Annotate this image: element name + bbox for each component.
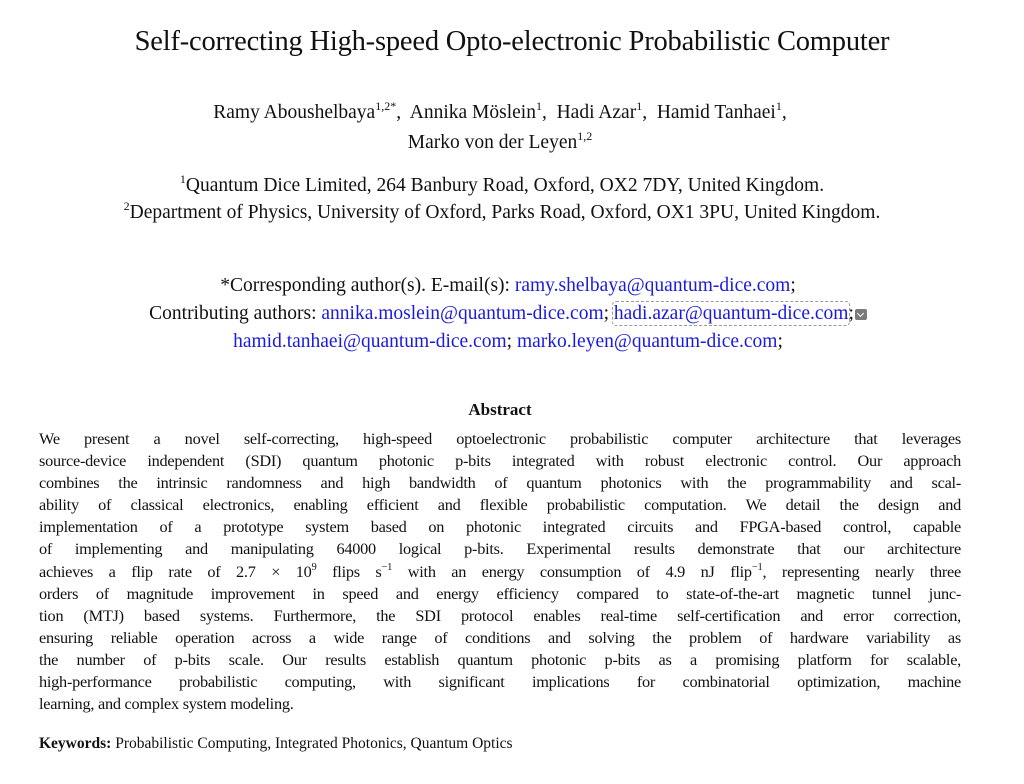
author-name: Annika Möslein	[409, 102, 536, 123]
contributing-label: Contributing authors:	[149, 303, 322, 324]
separator: ;	[777, 331, 783, 352]
author-affiliation-marker: 1	[775, 99, 782, 113]
abstract-line: orders of magnitude improvement in speed and energy efficiency compared to state-of-the-art magnetic tunnel junc-	[39, 583, 961, 603]
corresponding-label: *Corresponding author(s). E-mail(s):	[220, 275, 515, 296]
chevron-down-icon[interactable]	[855, 309, 867, 320]
affiliation-2	[0, 199, 1004, 226]
author-list	[0, 98, 1000, 158]
affiliation-number: 2	[123, 199, 130, 213]
separator: ,	[781, 102, 787, 123]
contributing-authors-line-2	[0, 328, 1016, 356]
paper-title: Self-correcting High-speed Opto-electronic Probabilistic Computer	[134, 26, 890, 57]
keywords-label: Keywords:	[39, 735, 112, 752]
abstract-line: ensuring reliable operation across a wide range of conditions and solving the problem of hardware variability as	[39, 627, 961, 647]
author-name: Hadi Azar	[556, 102, 637, 123]
keywords-list: Probabilistic Computing, Integrated Photonics, Quantum Optics	[111, 735, 513, 752]
separator: ;	[848, 303, 854, 324]
exponent: −1	[751, 561, 763, 573]
author-affiliation-marker: 1,2*	[375, 99, 397, 113]
author-name: Ramy Aboushelbaya	[213, 102, 376, 123]
author-affiliation-marker: 1,2	[577, 129, 593, 143]
keywords	[39, 733, 513, 755]
separator: ,	[396, 102, 410, 123]
contributing-authors-line	[0, 300, 1016, 328]
abstract-line: implementation of a prototype system based on photonic integrated circuits and FPGA-based control, capable	[39, 517, 961, 537]
abstract-line: learning, and complex system modeling.	[39, 694, 294, 714]
abstract-line: source-device independent (SDI) quantum photonic p-bits integrated with robust electronic control. Our approach	[39, 451, 961, 471]
author-name: Marko von der Leyen	[407, 132, 578, 153]
affiliation-number: 1	[179, 172, 186, 186]
abstract-line: the number of p-bits scale. Our results establish quantum photonic p-bits as a promising platform for scalable,	[39, 649, 961, 669]
math-text: achieves a flip rate of 2.7 × 10	[39, 561, 312, 581]
author-affiliation-marker: 1	[636, 99, 643, 113]
email-link-annika[interactable]: annika.moslein@quantum-dice.com	[321, 303, 604, 324]
math-text: flips s	[316, 561, 382, 581]
abstract-line: ability of classical electronics, enabling efficient and flexible probabilistic computation. We detail the design and	[39, 495, 961, 515]
separator: ;	[790, 275, 796, 296]
email-link-hamid[interactable]: hamid.tanhaei@quantum-dice.com	[233, 331, 507, 352]
abstract-line: tion (MTJ) based systems. Furthermore, the SDI protocol enables real-time self-certification and error correction,	[39, 605, 961, 625]
email-link-corresponding[interactable]: ramy.shelbaya@quantum-dice.com	[514, 275, 791, 296]
email-link-marko[interactable]: marko.leyen@quantum-dice.com	[516, 331, 778, 352]
abstract-line: high-performance probabilistic computing, with significant implications for combinatorial optimization, machine	[39, 672, 961, 692]
affiliation-1	[0, 172, 1004, 199]
affiliation-text: Quantum Dice Limited, 264 Banbury Road, Oxford, OX2 7DY, United Kingdom.	[185, 175, 825, 196]
exponent: −1	[381, 561, 393, 573]
separator: ,	[642, 102, 657, 123]
abstract-heading: Abstract	[468, 400, 532, 419]
separator: ;	[603, 303, 614, 324]
affiliations	[0, 172, 1004, 226]
author-name: Hamid Tanhaei	[656, 102, 776, 123]
abstract-line: of implementing and manipulating 64000 logical p-bits. Experimental results demonstrate that our architecture	[39, 539, 961, 559]
abstract-body	[39, 428, 961, 715]
math-text: , representing nearly three	[762, 561, 962, 581]
abstract-line-math	[39, 561, 961, 583]
abstract-line: We present a novel self-correcting, high-speed optoelectronic probabilistic computer architecture that leverages	[39, 429, 961, 448]
email-block	[0, 272, 1016, 356]
math-text: with an energy consumption of 4.9 nJ flip	[392, 561, 752, 581]
separator: ;	[506, 331, 517, 352]
exponent: 9	[311, 561, 317, 573]
affiliation-text: Department of Physics, University of Oxford, Parks Road, Oxford, OX1 3PU, United Kingdom.	[129, 202, 881, 223]
corresponding-author-line	[0, 272, 1016, 300]
separator: ,	[541, 102, 557, 123]
abstract-line: combines the intrinsic randomness and high bandwidth of quantum photonics with the programmability and scal-	[39, 473, 961, 493]
author-affiliation-marker: 1	[535, 99, 542, 113]
email-link-hadi-focused[interactable]: hadi.azar@quantum-dice.com	[613, 303, 849, 324]
